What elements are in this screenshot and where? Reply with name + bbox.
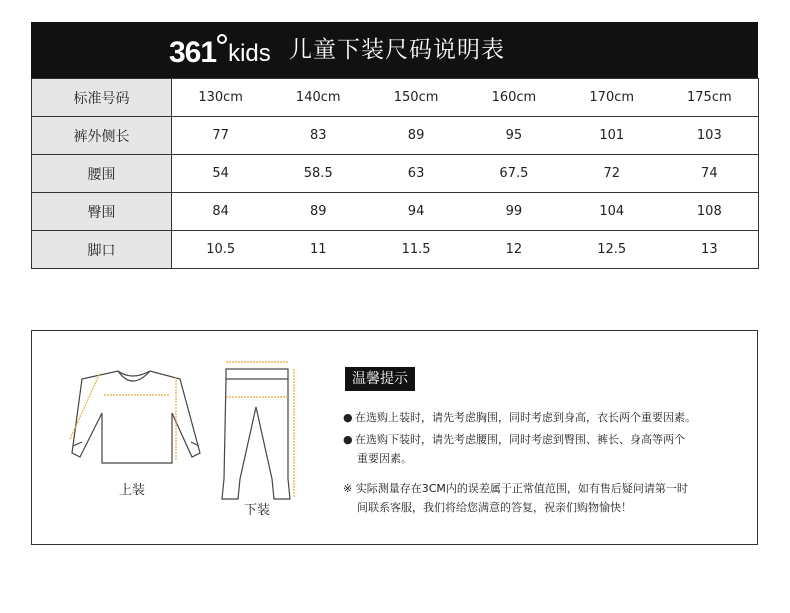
table-cell: 72 xyxy=(563,155,661,193)
note-mark: ※ xyxy=(343,482,353,495)
shirt-diagram xyxy=(60,361,210,471)
brand-suffix: kids xyxy=(228,40,271,67)
table-cell: 130cm xyxy=(172,79,270,117)
table-cell: 12.5 xyxy=(563,231,661,269)
brand-degree-mark xyxy=(217,34,227,44)
table-cell: 10.5 xyxy=(172,231,270,269)
table-cell: 104 xyxy=(563,193,661,231)
table-cell: 12 xyxy=(465,231,563,269)
table-cell: 13 xyxy=(661,231,759,269)
tip-item-bottom xyxy=(343,430,743,468)
table-cell: 170cm xyxy=(563,79,661,117)
notes-panel xyxy=(31,330,758,545)
note-text-2: 间联系客服，我们将给您满意的答复，祝亲们购物愉快！ xyxy=(357,501,632,514)
table-cell: 160cm xyxy=(465,79,563,117)
table-cell: 95 xyxy=(465,117,563,155)
size-table xyxy=(31,78,759,269)
row-header: 标准号码 xyxy=(32,79,172,117)
bullet-dot: ● xyxy=(343,411,353,424)
tip-item-top xyxy=(343,408,743,427)
row-header: 脚口 xyxy=(32,231,172,269)
table-row xyxy=(32,79,759,117)
table-row xyxy=(32,155,759,193)
bottom-label: 下装 xyxy=(244,503,271,518)
table-cell: 67.5 xyxy=(465,155,563,193)
table-cell: 77 xyxy=(172,117,270,155)
table-cell: 140cm xyxy=(269,79,367,117)
table-cell: 74 xyxy=(661,155,759,193)
table-row xyxy=(32,231,759,269)
bullet-dot: ● xyxy=(343,433,353,446)
tip-text-bottom-1: 在选购下装时，请先考虑腰围，同时考虑到臀围、裤长、身高等两个 xyxy=(355,433,685,446)
table-cell: 101 xyxy=(563,117,661,155)
table-cell: 89 xyxy=(367,117,465,155)
table-cell: 108 xyxy=(661,193,759,231)
page-title: 儿童下装尺码说明表 xyxy=(289,37,505,63)
table-cell: 83 xyxy=(269,117,367,155)
brand-number: 361 xyxy=(169,36,217,69)
table-cell: 54 xyxy=(172,155,270,193)
table-cell: 11 xyxy=(269,231,367,269)
row-header: 裤外侧长 xyxy=(32,117,172,155)
table-cell: 175cm xyxy=(661,79,759,117)
table-cell: 11.5 xyxy=(367,231,465,269)
row-header: 腰围 xyxy=(32,155,172,193)
brand-logo xyxy=(169,28,271,72)
table-cell: 58.5 xyxy=(269,155,367,193)
row-header: 臀围 xyxy=(32,193,172,231)
note-text-1: 实际测量存在3CM内的误差属于正常值范围，如有售后疑问请第一时 xyxy=(355,482,688,495)
table-cell: 89 xyxy=(269,193,367,231)
table-cell: 103 xyxy=(661,117,759,155)
table-cell: 99 xyxy=(465,193,563,231)
pants-diagram xyxy=(218,357,298,507)
table-cell: 150cm xyxy=(367,79,465,117)
table-cell: 63 xyxy=(367,155,465,193)
tip-note xyxy=(343,479,743,517)
top-label: 上装 xyxy=(119,483,146,498)
tips-title: 温馨提示 xyxy=(345,367,415,391)
table-cell: 84 xyxy=(172,193,270,231)
table-row xyxy=(32,193,759,231)
table-cell: 94 xyxy=(367,193,465,231)
tip-text-bottom-2: 重要因素。 xyxy=(357,452,412,465)
table-row xyxy=(32,117,759,155)
tip-text-top: 在选购上装时，请先考虑胸围，同时考虑到身高，衣长两个重要因素。 xyxy=(355,411,696,424)
header-banner xyxy=(31,22,758,78)
